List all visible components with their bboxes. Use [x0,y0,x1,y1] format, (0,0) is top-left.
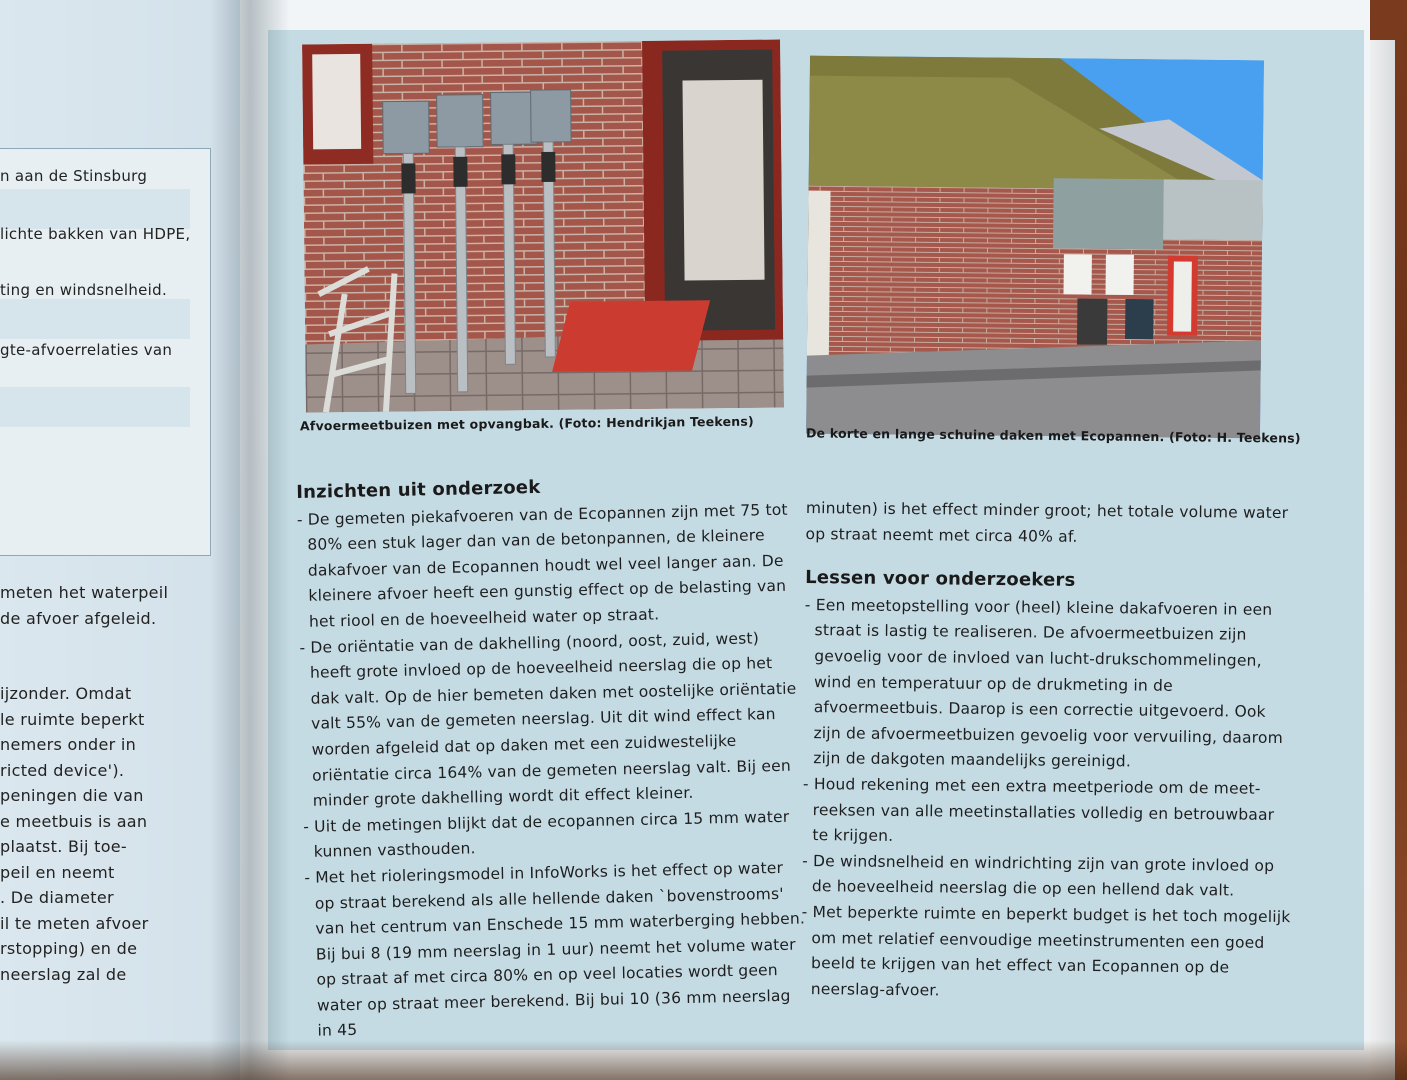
text-line: . De diameter [0,888,114,907]
list-item: - Houd rekening met een extra meetperiode om de meet-reeksen van alle meetinstallaties volledig en betrouwbaar te krijgen. [802,774,1275,846]
text-line: ricted device'). [0,760,125,780]
list-item: - Uit de metingen blijkt dat de ecopannen circa 15 mm water kunnen vasthouden. [303,807,790,862]
text-line: il te meten afvoer [0,913,149,933]
section-heading-lessons: Lessen voor onderzoekers [805,567,1076,592]
text-line: e meetbuis is aan [0,811,148,831]
table-row: n aan de Stinsburg [0,167,148,185]
article-column-right [801,496,1296,1007]
list-item: - Met het rioleringsmodel in InfoWorks is het effect op water op straat berekend als alle hellende daken `bovenstrooms' van het centrum van Enschede 15 mm waterberging hebben. Bij bui 8 (19 mm neerslag in 1 uur) neemt het volume water op straat af met circa 80% en op veel locaties wordt geen water op straat meer berekend. Bij bui 10 (36 mm neerslag in 45 [304,858,806,1041]
list-item: - De oriëntatie van de dakhelling (noord, oost, zuid, west) heeft grote invloed op de hoeveelheid neerslag die op het dak valt. Op de hier bemeten daken met oostelijke oriëntatie valt 55% van de gemeten neerslag. Uit dit wind effect kan worden afgeleid dat op daken met een zuidwestelijke oriëntatie circa 164% van de gemeten neerslag valt. Bij een minder grote dakhelling wordt dit effect kleiner. [299,628,797,810]
continuation-text: minuten) is het effect minder groot; het totale volume water op straat neemt met circa 40% af. [805,498,1289,546]
list-item: - Een meetopstelling voor (heel) kleine dakafvoeren in een straat is lastig te realiseren. De afvoermeetbuizen zijn gevoelig voor de invloed van lucht-drukschommelingen, wind en temperatuur op de drukmeting in de afvoermeetbuis. Daarop is een correctie uitgevoerd. Ook zijn de afvoermeetbuizen gevoelig voor vervuiling, daarom zijn de dakgoten maandelijks gereinigd. [804,595,1284,771]
list-item: - Met beperkte ruimte en beperkt budget is het toch mogelijk om met relatief eenvoudige meetinstrumenten een goed beeld te krijgen van het effect van Ecopannen op de neerslag-afvoer. [801,902,1291,1000]
text-line: de afvoer afgeleid. [0,608,157,628]
table-row: lichte bakken van HDPE, [0,225,191,243]
section-heading-insights: Inzichten uit onderzoek [296,476,541,503]
text-line: peningen die van [0,786,144,805]
text-line: plaatst. Bij toe- [0,837,127,856]
text-line: nemers onder in [0,735,137,754]
photo-drain-pipes [302,40,784,413]
left-info-table [0,148,211,556]
text-line: ijzonder. Omdat [0,684,132,703]
photo-green-roofs [806,56,1264,439]
table-row: gte-afvoerrelaties van [0,341,173,359]
lessons-list [801,593,1295,1008]
text-line: rstopping) en de [0,939,138,958]
photo-caption-right: De korte en lange schuine daken met Ecopannen. (Foto: H. Teekens) [805,425,1301,446]
bottom-shadow [0,1040,1407,1080]
book-spine [210,0,290,1080]
left-page-text [0,580,200,987]
article-column-left [296,470,808,1045]
text-line: neerslag zal de [0,964,127,984]
table-row: ting en windsnelheid. [0,281,168,299]
text-line: le ruimte beperkt [0,709,145,729]
text-line: peil en neemt [0,862,115,882]
insights-list [297,497,808,1045]
photo-caption-left: Afvoermeetbuizen met opvangbak. (Foto: Hendrikjan Teekens) [299,413,754,434]
list-item: - De windsnelheid en windrichting zijn van grote invloed op de hoeveelheid neerslag die op een hellend dak valt. [802,851,1275,900]
list-item: - De gemeten piekafvoeren van de Ecopannen zijn met 75 tot 80% een stuk lager dan van de betonpannen, de kleinere dakafvoer van de Ecopannen houdt wel veel langer aan. De kleinere afvoer heeft een gunstig effect op de belasting van het riool en de hoeveelheid water op straat. [296,500,788,631]
text-line: meten het waterpeil [0,583,169,602]
